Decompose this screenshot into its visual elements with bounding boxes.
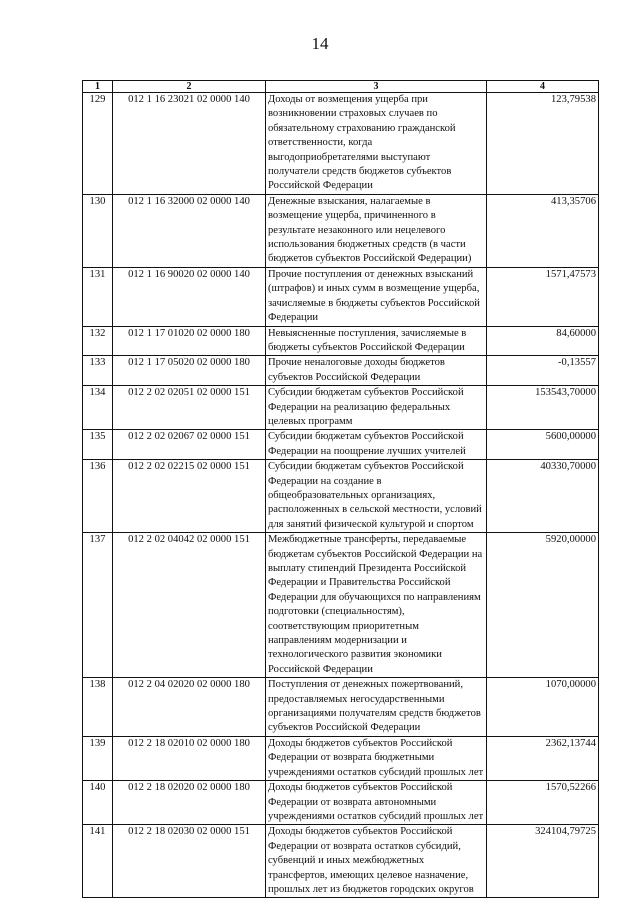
revenue-description: Прочие поступления от денежных взысканий (штрафов) и иных сумм в возмещение ущерба, зачисляемые в бюджеты субъектов Российской Федерации xyxy=(266,267,487,326)
amount-value: 40330,70000 xyxy=(487,460,599,533)
budget-classification-code: 012 2 02 04042 02 0000 151 xyxy=(113,533,266,678)
revenue-description: Субсидии бюджетам субъектов Российской Федерации на создание в общеобразовательных организациях, расположенных в сельской местности, условий для занятий физической культурой и спортом xyxy=(266,460,487,533)
amount-value: 413,35706 xyxy=(487,194,599,267)
amount-value: 123,79538 xyxy=(487,93,599,195)
budget-classification-code: 012 2 18 02030 02 0000 151 xyxy=(113,825,266,898)
budget-classification-code: 012 2 02 02067 02 0000 151 xyxy=(113,430,266,460)
amount-value: -0,13557 xyxy=(487,356,599,386)
column-header-3: 3 xyxy=(266,81,487,93)
amount-value: 5920,00000 xyxy=(487,533,599,678)
row-number: 136 xyxy=(83,460,113,533)
revenue-description: Субсидии бюджетам субъектов Российской Федерации на поощрение лучших учителей xyxy=(266,430,487,460)
revenue-description: Доходы бюджетов субъектов Российской Федерации от возврата остатков субсидий, субвенций и иных межбюджетных трансфертов, имеющих целевое назначение, прошлых лет из бюджетов городских округов xyxy=(266,825,487,898)
table-row xyxy=(83,267,599,326)
page-number: 14 xyxy=(311,34,329,53)
table-row xyxy=(83,430,599,460)
amount-value: 1070,00000 xyxy=(487,678,599,737)
row-number: 135 xyxy=(83,430,113,460)
revenue-description: Прочие неналоговые доходы бюджетов субъектов Российской Федерации xyxy=(266,356,487,386)
budget-classification-code: 012 2 02 02215 02 0000 151 xyxy=(113,460,266,533)
amount-value: 324104,79725 xyxy=(487,825,599,898)
row-number: 134 xyxy=(83,386,113,430)
revenue-description: Межбюджетные трансферты, передаваемые бюджетам субъектов Российской Федерации на выплату стипендий Президента Российской Федерации и Правительства Российской Федерации для обучающихся по направлениям подготовки (специальностям), соответствующим приоритетным направлениям модернизации и технологического развития экономики Российской Федерации xyxy=(266,533,487,678)
amount-value: 1570,52266 xyxy=(487,781,599,825)
column-header-2: 2 xyxy=(113,81,266,93)
budget-classification-code: 012 1 16 23021 02 0000 140 xyxy=(113,93,266,195)
row-number: 130 xyxy=(83,194,113,267)
amount-value: 153543,70000 xyxy=(487,386,599,430)
amount-value: 1571,47573 xyxy=(487,267,599,326)
budget-classification-code: 012 1 16 32000 02 0000 140 xyxy=(113,194,266,267)
table-row xyxy=(83,781,599,825)
table-row xyxy=(83,326,599,356)
row-number: 138 xyxy=(83,678,113,737)
amount-value: 84,60000 xyxy=(487,326,599,356)
budget-classification-code: 012 2 18 02010 02 0000 180 xyxy=(113,736,266,780)
table-row xyxy=(83,93,599,195)
revenue-description: Невыясненные поступления, зачисляемые в бюджеты субъектов Российской Федерации xyxy=(266,326,487,356)
amount-value: 5600,00000 xyxy=(487,430,599,460)
table-row xyxy=(83,386,599,430)
revenue-description: Доходы от возмещения ущерба при возникновении страховых случаев по обязательному страхованию гражданской ответственности, когда выгодоприобретателями выступают получатели средств бюджетов субъектов Российской Федерации xyxy=(266,93,487,195)
table-row xyxy=(83,678,599,737)
budget-revenue-table xyxy=(82,80,599,898)
table-row xyxy=(83,460,599,533)
table-row xyxy=(83,356,599,386)
amount-value: 2362,13744 xyxy=(487,736,599,780)
revenue-description: Доходы бюджетов субъектов Российской Федерации от возврата автономными учреждениями остатков субсидий прошлых лет xyxy=(266,781,487,825)
row-number: 129 xyxy=(83,93,113,195)
column-header-4: 4 xyxy=(487,81,599,93)
row-number: 132 xyxy=(83,326,113,356)
row-number: 133 xyxy=(83,356,113,386)
row-number: 131 xyxy=(83,267,113,326)
budget-classification-code: 012 1 17 05020 02 0000 180 xyxy=(113,356,266,386)
table-row xyxy=(83,825,599,898)
row-number: 140 xyxy=(83,781,113,825)
revenue-description: Субсидии бюджетам субъектов Российской Федерации на реализацию федеральных целевых программ xyxy=(266,386,487,430)
revenue-description: Денежные взыскания, налагаемые в возмещение ущерба, причиненного в результате незаконного или нецелевого использования бюджетных средств (в части бюджетов субъектов Российской Федерации) xyxy=(266,194,487,267)
table-row xyxy=(83,194,599,267)
revenue-description: Доходы бюджетов субъектов Российской Федерации от возврата бюджетными учреждениями остатков субсидий прошлых лет xyxy=(266,736,487,780)
row-number: 141 xyxy=(83,825,113,898)
row-number: 137 xyxy=(83,533,113,678)
column-header-1: 1 xyxy=(83,81,113,93)
budget-classification-code: 012 1 16 90020 02 0000 140 xyxy=(113,267,266,326)
budget-classification-code: 012 2 18 02020 02 0000 180 xyxy=(113,781,266,825)
budget-classification-code: 012 2 04 02020 02 0000 180 xyxy=(113,678,266,737)
budget-classification-code: 012 1 17 01020 02 0000 180 xyxy=(113,326,266,356)
table-header-row xyxy=(83,81,599,93)
row-number: 139 xyxy=(83,736,113,780)
table-row xyxy=(83,736,599,780)
revenue-description: Поступления от денежных пожертвований, предоставляемых негосударственными организациями получателям средств бюджетов субъектов Российской Федерации xyxy=(266,678,487,737)
table-row xyxy=(83,533,599,678)
budget-classification-code: 012 2 02 02051 02 0000 151 xyxy=(113,386,266,430)
